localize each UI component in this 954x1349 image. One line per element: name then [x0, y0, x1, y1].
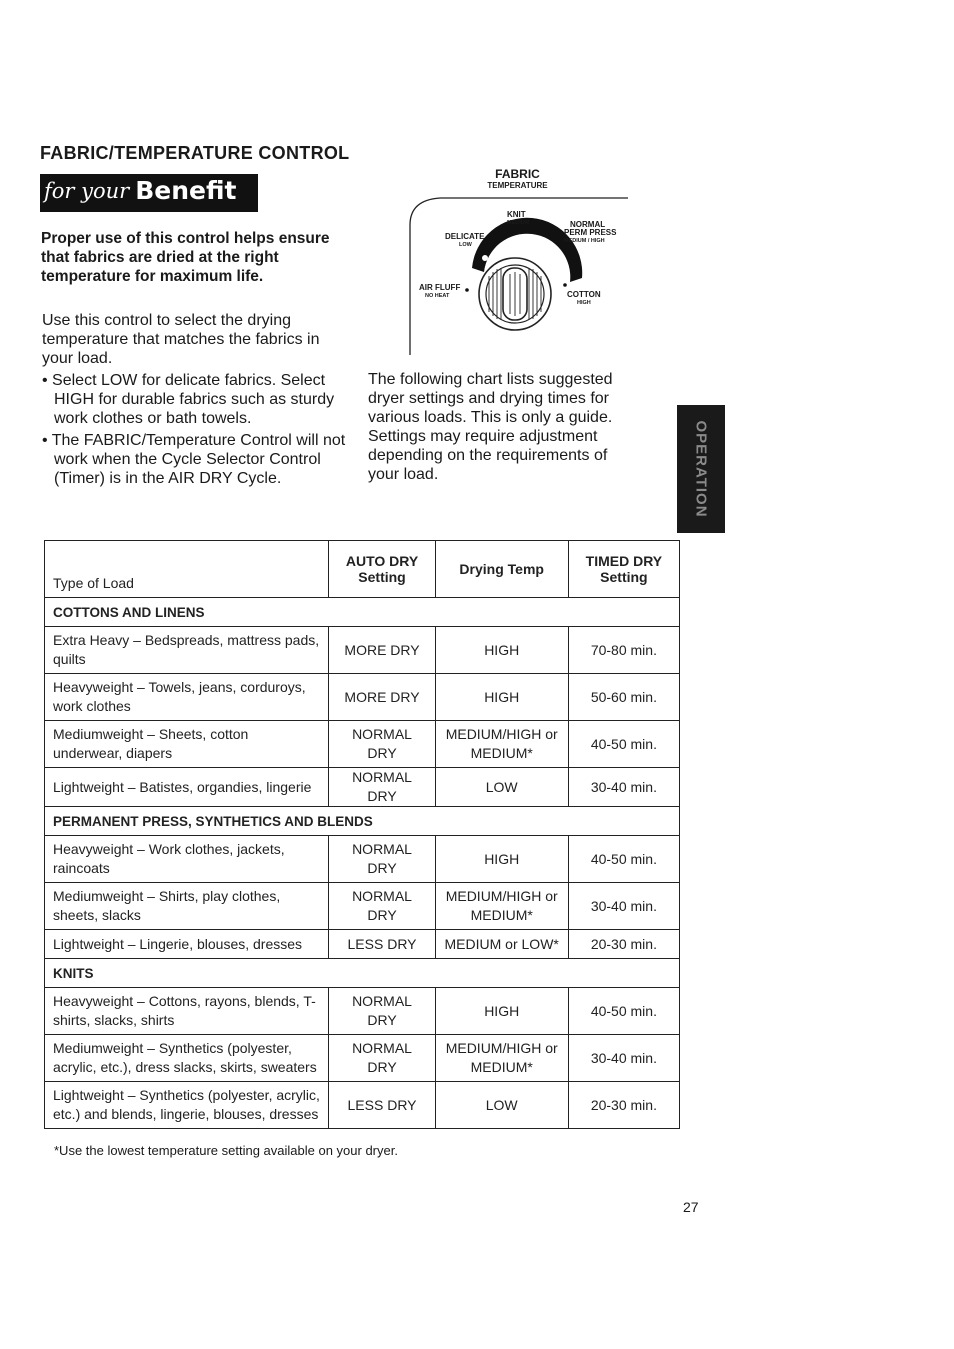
dial-label-delicate: DELICATE LOW [445, 232, 485, 248]
section-heading: FABRIC/TEMPERATURE CONTROL [40, 143, 350, 163]
table-row: Extra Heavy – Bedspreads, mattress pads, quilts MORE DRY HIGH 70-80 min. [45, 627, 680, 674]
benefit-big-text: Benefit [135, 176, 237, 205]
table-group-row: PERMANENT PRESS, SYNTHETICS AND BLENDS [45, 807, 680, 836]
dial-label-normal: NORMAL PERM PRESS MEDIUM / HIGH [564, 220, 617, 244]
table-row: Mediumweight – Shirts, play clothes, sheets, slacks NORMAL DRY MEDIUM/HIGH or MEDIUM* 30-40 min. [45, 883, 680, 930]
table-row: Lightweight – Synthetics (polyester, acrylic, etc.) and blends, lingerie, blouses, dresses LESS DRY LOW 20-30 min. [45, 1082, 680, 1129]
dial-label-knit: KNIT MEDIUM [507, 210, 530, 226]
intro-paragraph: Use this control to select the drying temperature that matches the fabrics in your load. [42, 312, 320, 367]
header-timed-dry: TIMED DRY Setting [568, 541, 679, 598]
dial-title-sub: TEMPERATURE [487, 181, 548, 190]
bullet-item: • Select LOW for delicate fabrics. Select HIGH for durable fabrics such as sturdy work clothes or bath towels. [42, 372, 335, 427]
for-your-benefit-banner [40, 174, 258, 210]
dial-title-main: FABRIC [495, 167, 540, 181]
side-tab-label: OPERATION [692, 420, 710, 518]
dial-label-cotton: COTTON HIGH [567, 290, 601, 306]
dial-title [470, 168, 565, 192]
bullet-list [42, 371, 357, 491]
header-auto-dry: AUTO DRY Setting [329, 541, 435, 598]
table-row: Lightweight – Lingerie, blouses, dresses LESS DRY MEDIUM or LOW* 20-30 min. [45, 930, 680, 959]
table-group-row: COTTONS AND LINENS [45, 598, 680, 627]
dial-label-air-fluff: AIR FLUFF NO HEAT [419, 283, 461, 299]
table-group-row: KNITS [45, 959, 680, 988]
footnote: *Use the lowest temperature setting available on your dryer. [54, 1143, 398, 1158]
bullet-item: • The FABRIC/Temperature Control will not work when the Cycle Selector Control (Timer) is in the AIR DRY Cycle. [42, 432, 346, 487]
table-header-row [45, 541, 680, 598]
table-row: Heavyweight – Cottons, rayons, blends, T-shirts, slacks, shirts NORMAL DRY HIGH 40-50 min. [45, 988, 680, 1035]
benefit-script-text: for your [44, 178, 130, 203]
lead-paragraph: Proper use of this control helps ensure that fabrics are dried at the right temperature for maximum life. [41, 230, 330, 285]
page-number: 27 [683, 1199, 699, 1215]
header-type-of-load: Type of Load [45, 541, 329, 598]
table-row: Heavyweight – Work clothes, jackets, raincoats NORMAL DRY HIGH 40-50 min. [45, 836, 680, 883]
table-row: Lightweight – Batistes, organdies, lingerie NORMAL DRY LOW 30-40 min. [45, 768, 680, 807]
operation-side-tab [677, 405, 725, 533]
table-row: Mediumweight – Synthetics (polyester, acrylic, etc.), dress slacks, skirts, sweaters NORMAL DRY MEDIUM/HIGH or MEDIUM* 30-40 min. [45, 1035, 680, 1082]
table-row: Heavyweight – Towels, jeans, corduroys, work clothes MORE DRY HIGH 50-60 min. [45, 674, 680, 721]
chart-intro-paragraph: The following chart lists suggested dryer settings and drying times for various loads. This is only a guide. Settings may require adjustment depending on the requirements of your load. [368, 371, 613, 483]
header-drying-temp: Drying Temp [435, 541, 568, 598]
benefit-underline [40, 210, 258, 212]
drying-chart-table [44, 540, 680, 1129]
table-row: Mediumweight – Sheets, cotton underwear, diapers NORMAL DRY MEDIUM/HIGH or MEDIUM* 40-50 min. [45, 721, 680, 768]
